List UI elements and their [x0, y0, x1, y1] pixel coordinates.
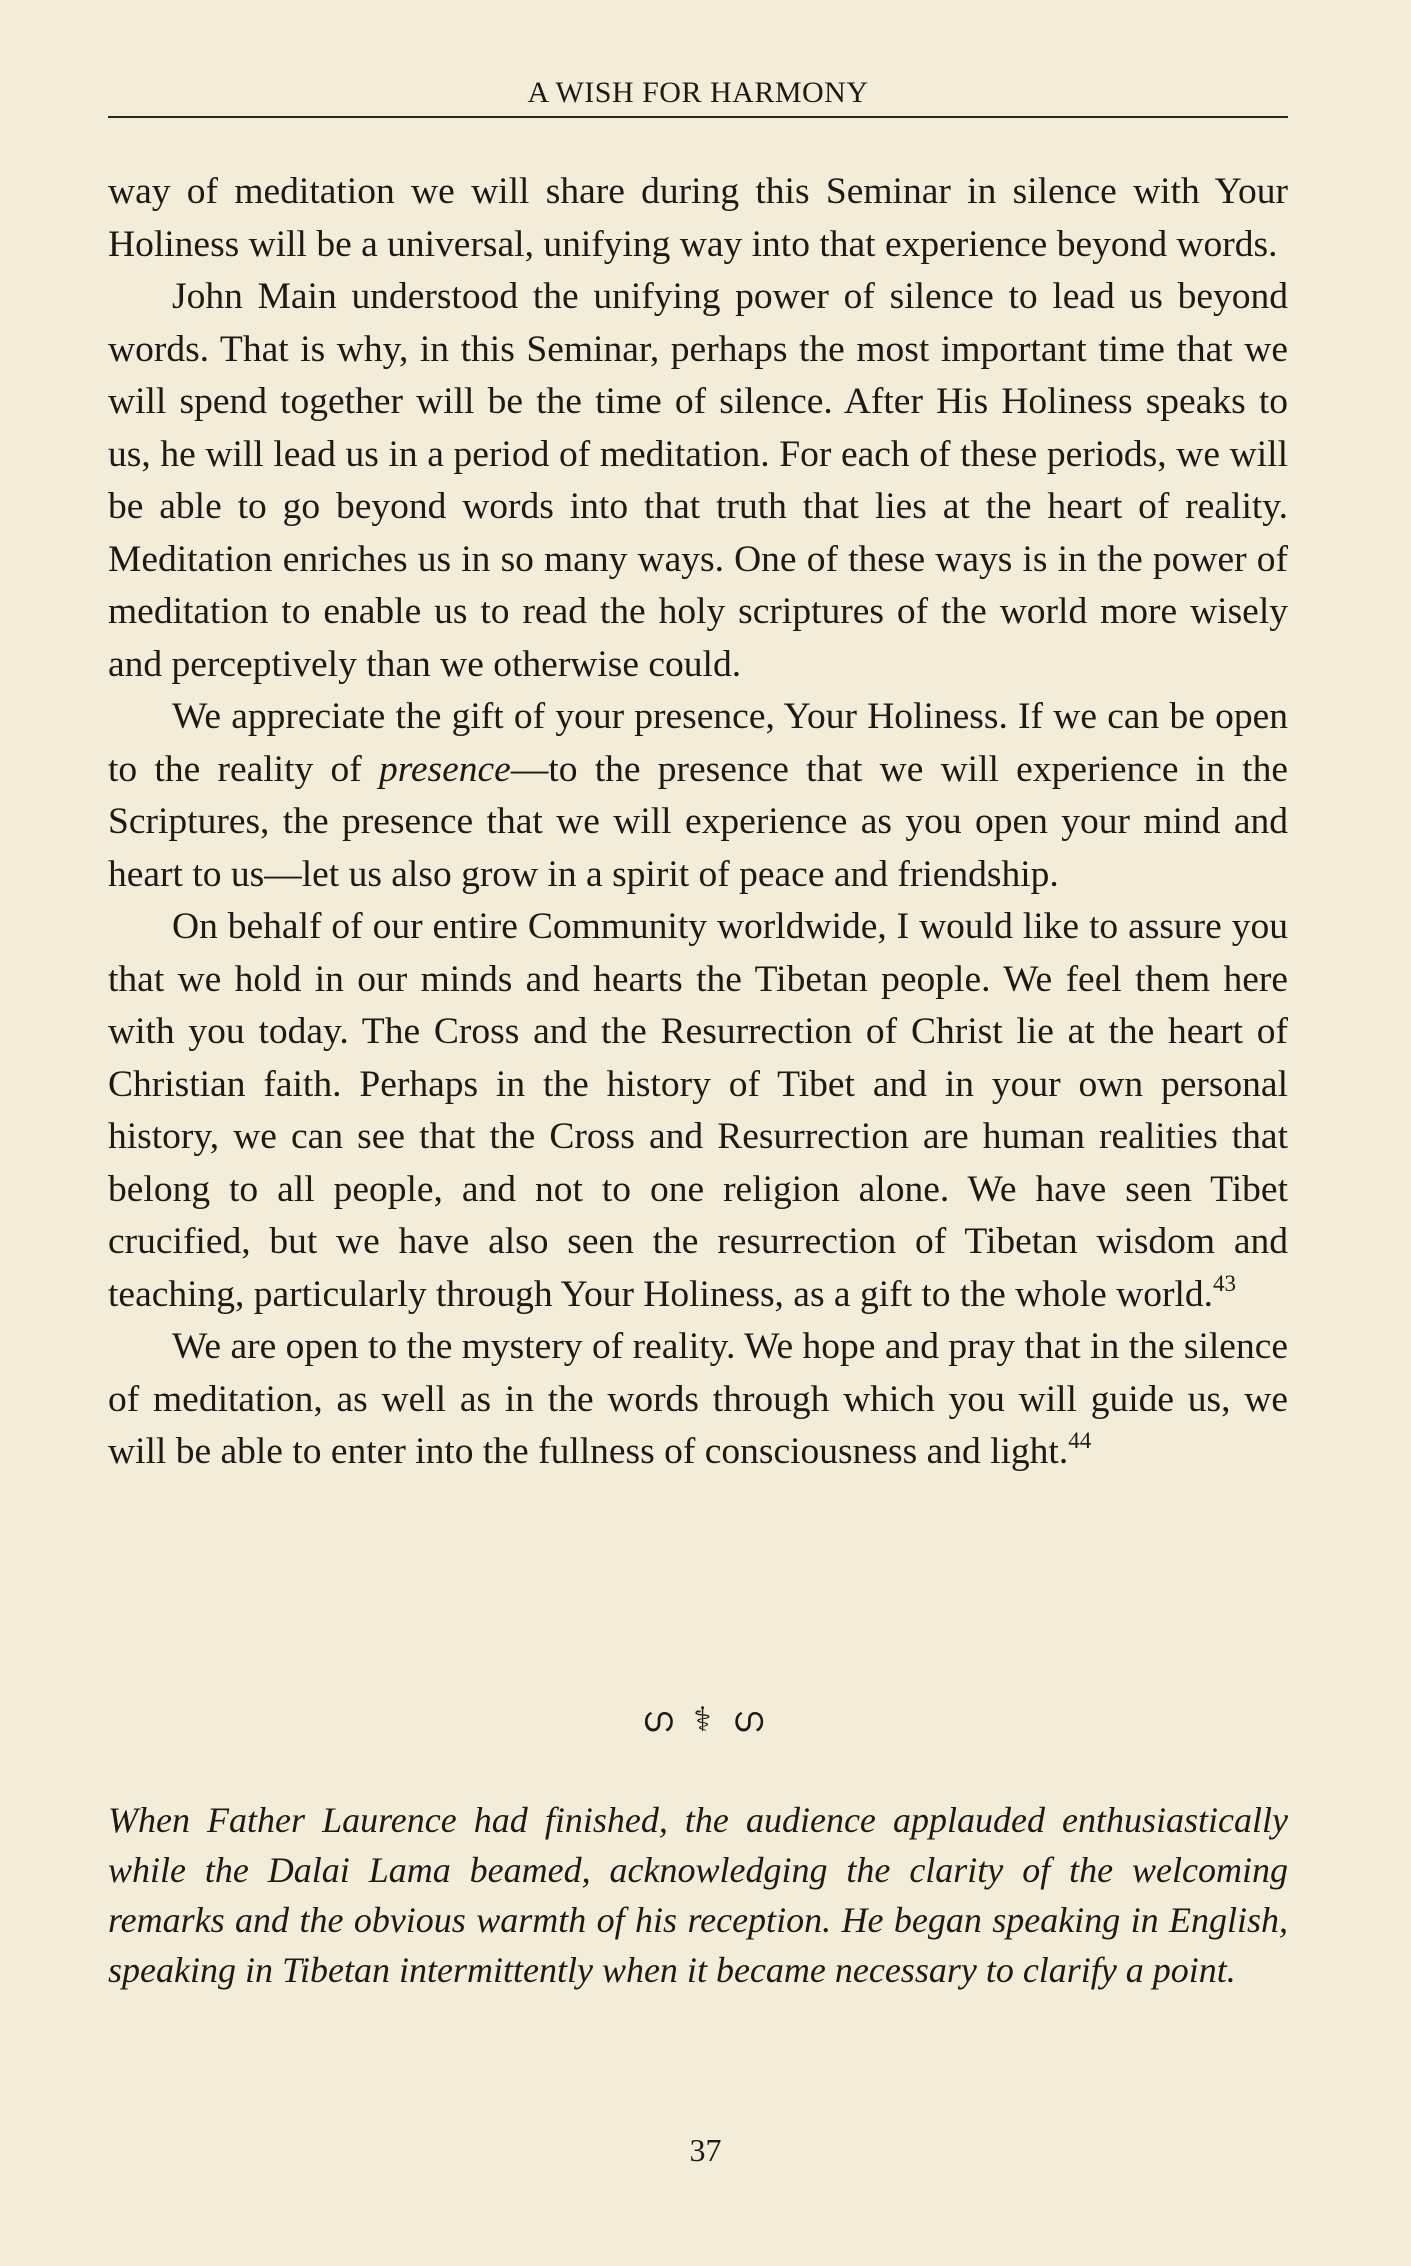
emphasis-presence: presence: [378, 748, 511, 790]
section-ornament: ഗ ⚕ ഗ: [641, 1702, 770, 1739]
italic-narration: When Father Laurence had finished, the audience applauded enthusiastically while the Dalai Lama beamed, acknowledging the clarity of the welcoming remarks and the obvious warmth of his reception. He began speaking in English, speaking in Tibetan intermittently when it became necessary to clarify a point.: [108, 1800, 1288, 1990]
running-head: A WISH FOR HARMONY: [527, 76, 869, 109]
paragraph-4-text: On behalf of our entire Community worldwide, I would like to assure you that we hold in our minds and hearts the Tibetan people. We feel them here with you today. The Cross and the Resurrection of Christ lie at the heart of Christian faith. Perhaps in the history of Tibet and in your own personal history, we can see that the Cross and Resurrection are human realities that belong to all people, and not to one religion alone. We have seen Tibet crucified, but we have also seen the resurrection of Tibetan wisdom and teaching, particularly through Your Holiness, as a gift to the whole world.: [108, 906, 1288, 1315]
paragraph-3-text-a: We appreciate the gift of your presence, Your Holiness. If we can be open to the reality of: [108, 696, 1288, 790]
paragraph-3-text-b: —to the presence that we will experience in the Scriptures, the presence that we will experience as you open your mind and heart to us—let us also grow in a spirit of peace and friendship.: [108, 748, 1288, 895]
paragraph-5-text: We are open to the mystery of reality. We hope and pray that in the silence of meditation, as well as in the words through which you will guide us, we will be able to enter into the fullness of consciousness and light.: [108, 1326, 1288, 1472]
header-rule: [108, 116, 1288, 118]
footnote-ref-44: 44: [1068, 1428, 1092, 1453]
paragraph-5: [108, 1321, 1288, 1479]
page-number: 37: [689, 2132, 722, 2168]
paragraph-2: John Main understood the unifying power of silence to lead us beyond words. That is why, in this Seminar, perhaps the most important time that we will spend together will be the time of silence. After His Holiness speaks to us, he will lead us in a period of meditation. For each of these periods, we will be able to go beyond words into that truth that lies at the heart of reality. Meditation enriches us in so many ways. One of these ways is in the power of meditation to enable us to read the holy scriptures of the world more wisely and perceptively than we otherwise could.: [108, 276, 1288, 685]
paragraph-4: [108, 901, 1288, 1321]
paragraph-1: way of meditation we will share during this Seminar in silence with Your Holiness will be a universal, unifying way into that experience beyond words.: [108, 171, 1288, 265]
paragraph-3: [108, 691, 1288, 901]
body-text: [108, 166, 1288, 1479]
footnote-ref-43: 43: [1213, 1270, 1237, 1296]
